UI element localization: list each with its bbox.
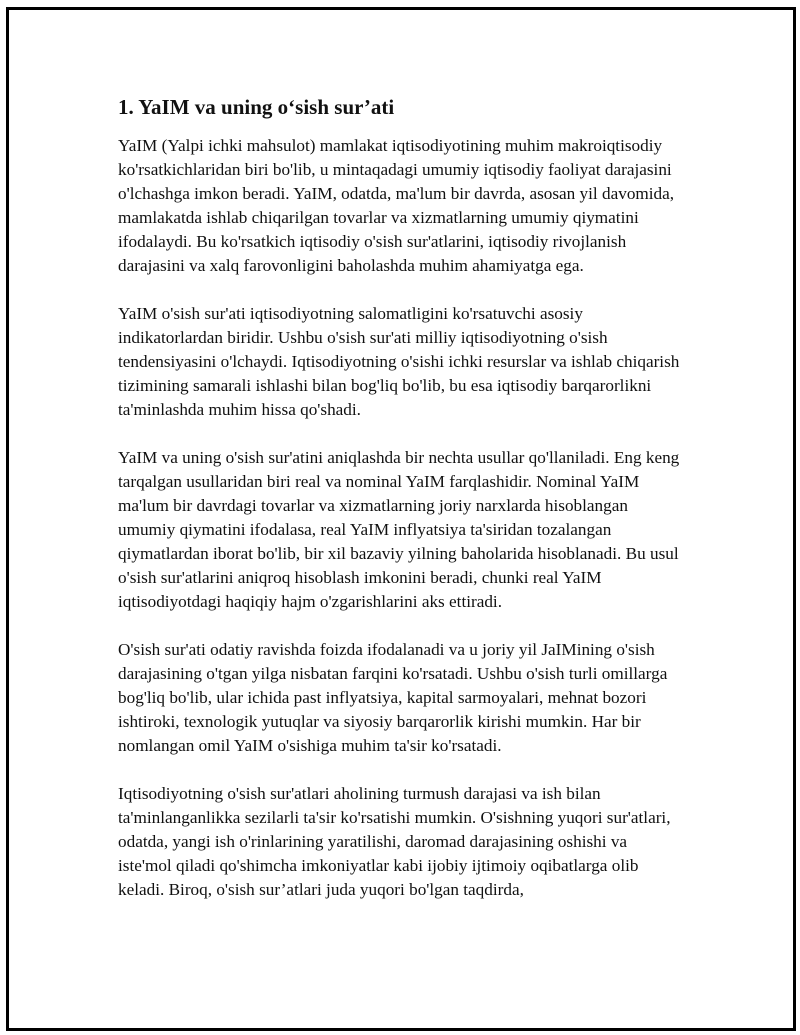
document-body bbox=[118, 92, 684, 926]
section-heading: 1. YaIM va uning o‘sish sur’ati bbox=[118, 95, 395, 119]
paragraph-1: YaIM (Yalpi ichki mahsulot) mamlakat iqtisodiyotining muhim makroiqtisodiy ko'rsatkichlaridan biri bo'lib, u mintaqadagi umumiy iqtisodiy faoliyat darajasini o'lchashga imkon beradi. YaIM, odatda, ma'lum bir davrda, asosan yil davomida, mamlakatda ishlab chiqarilgan tovarlar va xizmatlarning umumiy qiymatini ifodalaydi. Bu ko'rsatkich iqtisodiy o'sish sur'atlarini, iqtisodiy rivojlanish darajasini va xalq farovonligini baholashda muhim ahamiyatga ega. bbox=[118, 136, 675, 275]
paragraph-4: O'sish sur'ati odatiy ravishda foizda ifodalanadi va u joriy yil JaIMining o'sish darajasining o'tgan yilga nisbatan farqini ko'rsatadi. Ushbu o'sish turli omillarga bog'liq bo'lib, ular ichida past inflyatsiya, kapital sarmoyalari, mehnat bozori ishtiroki, texnologik yutuqlar va siyosiy barqarorlik kirishi mumkin. Har bir nomlangan omil YaIM o'sishiga muhim ta'sir ko'rsatadi. bbox=[118, 640, 668, 755]
paragraph-5: Iqtisodiyotning o'sish sur'atlari aholining turmush darajasi va ish bilan ta'minlanganlikka sezilarli ta'sir ko'rsatishi mumkin. O'sishning yuqori sur'atlari, odatda, yangi ish o'rinlarining yaratilishi, daromad darajasining oshishi va iste'mol qiladi qo'shimcha imkoniyatlar kabi ijobiy ijtimoiy oqibatlarga olib keladi. Biroq, o'sish sur’atlari juda yuqori bo'lgan taqdirda, bbox=[118, 784, 671, 899]
paragraph-2: YaIM o'sish sur'ati iqtisodiyotning salomatligini ko'rsatuvchi asosiy indikatorlardan biridir. Ushbu o'sish sur'ati milliy iqtisodiyotning o'sish tendensiyasini o'lchaydi. Iqtisodiyotning o'sishi ichki resurslar va ishlab chiqarish tizimining samarali ishlashi bilan bog'liq bo'lib, bu esa iqtisodiy barqarorlikni ta'minlashda muhim hissa qo'shadi. bbox=[118, 304, 680, 419]
paragraph-3: YaIM va uning o'sish sur'atini aniqlashda bir nechta usullar qo'llaniladi. Eng keng tarqalgan usullaridan biri real va nominal YaIM farqlashidir. Nominal YaIM ma'lum bir davrdagi tovarlar va xizmatlarning joriy narxlarda hisoblangan umumiy qiymatini ifodalasa, real YaIM inflyatsiya ta'siridan tozalangan qiymatlardan iborat bo'lib, bir xil bazaviy yilning baholarida hisoblanadi. Bu usul o'sish sur'atlarini aniqroq hisoblash imkonini beradi, chunki real YaIM iqtisodiyotdagi haqiqiy hajm o'zgarishlarini aks ettiradi. bbox=[118, 448, 680, 611]
